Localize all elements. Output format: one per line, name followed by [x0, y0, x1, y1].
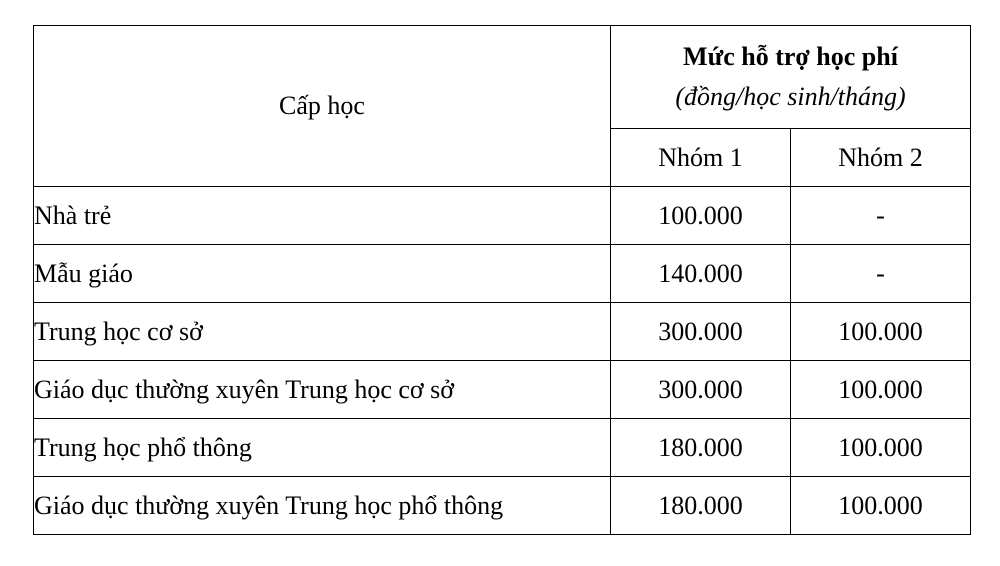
level-cell: Trung học cơ sở — [34, 303, 611, 361]
support-title: Mức hỗ trợ học phí — [683, 42, 898, 71]
group2-value-cell: 100.000 — [791, 303, 971, 361]
table-row — [34, 303, 971, 361]
group1-value-cell: 180.000 — [611, 477, 791, 535]
header-row — [34, 26, 971, 129]
group2-column-header: Nhóm 2 — [791, 129, 971, 187]
table-row — [34, 245, 971, 303]
tuition-support-table — [33, 25, 971, 535]
level-column-header: Cấp học — [34, 26, 611, 187]
group1-value-cell: 180.000 — [611, 419, 791, 477]
support-unit: (đồng/học sinh/tháng) — [675, 82, 906, 111]
group2-value-cell: - — [791, 187, 971, 245]
group1-value-cell: 300.000 — [611, 303, 791, 361]
level-cell: Giáo dục thường xuyên Trung học cơ sở — [34, 361, 611, 419]
level-cell: Trung học phổ thông — [34, 419, 611, 477]
support-level-header — [611, 26, 971, 129]
group2-value-cell: - — [791, 245, 971, 303]
group2-value-cell: 100.000 — [791, 419, 971, 477]
level-cell: Mẫu giáo — [34, 245, 611, 303]
group2-value-cell: 100.000 — [791, 477, 971, 535]
group2-value-cell: 100.000 — [791, 361, 971, 419]
table-row — [34, 361, 971, 419]
table-row — [34, 477, 971, 535]
group1-value-cell: 300.000 — [611, 361, 791, 419]
group1-value-cell: 100.000 — [611, 187, 791, 245]
level-cell: Giáo dục thường xuyên Trung học phổ thông — [34, 477, 611, 535]
level-cell: Nhà trẻ — [34, 187, 611, 245]
table-row — [34, 187, 971, 245]
table-row — [34, 419, 971, 477]
group1-value-cell: 140.000 — [611, 245, 791, 303]
group1-column-header: Nhóm 1 — [611, 129, 791, 187]
